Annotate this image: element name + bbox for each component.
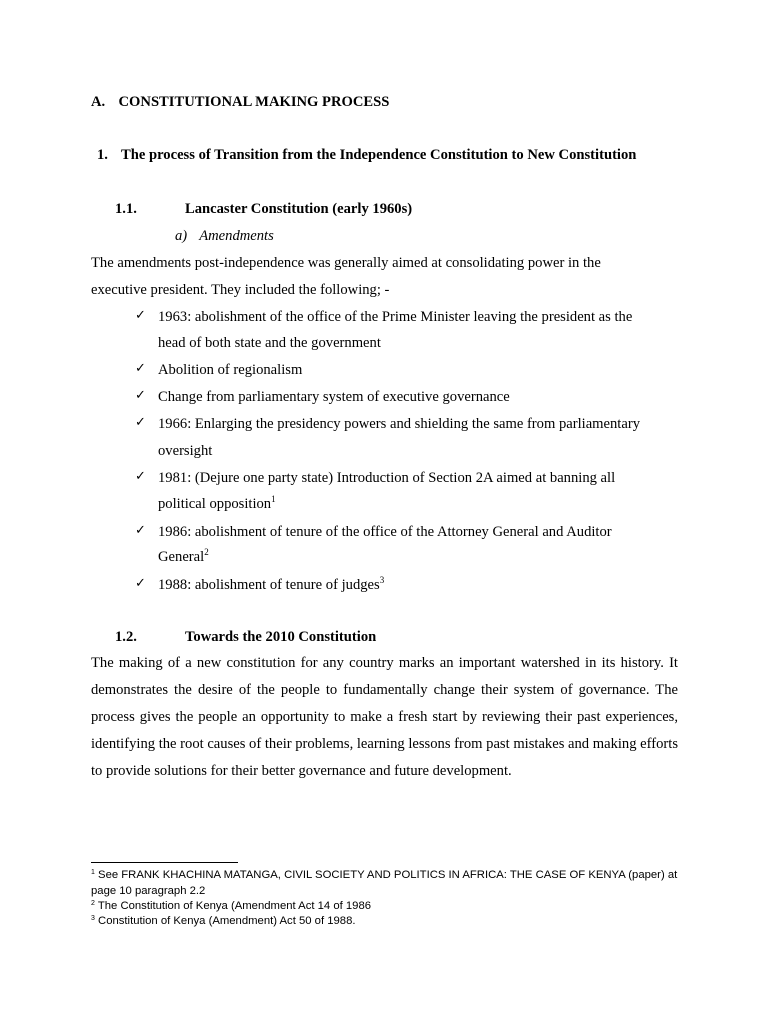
footnote [91, 899, 686, 915]
section-title: CONSTITUTIONAL MAKING PROCESS [118, 94, 390, 110]
subsection-number: 1. [97, 147, 108, 163]
section-heading [91, 93, 389, 111]
list-item-line [158, 495, 276, 513]
list-item-line [158, 576, 384, 594]
list-item-line: 1966: Enlarging the presidency powers and shielding the same from parliamentary [158, 416, 640, 432]
towards-title: Towards the 2010 Constitution [185, 629, 377, 645]
footnote-ref: 1 [271, 494, 276, 504]
list-item-text: General [158, 549, 205, 565]
list-item-line: oversight [158, 443, 213, 459]
footnote [91, 914, 686, 930]
checkmark-icon: ✓ [135, 361, 146, 376]
footnote-ref: 3 [379, 575, 385, 585]
checkmark-icon: ✓ [135, 523, 146, 538]
amendments-heading [175, 227, 274, 245]
checkmark-icon: ✓ [135, 469, 146, 484]
subsection-heading [97, 146, 636, 164]
footnote-number: 3 [91, 915, 95, 922]
footnote-text: Constitution of Kenya (Amendment) Act 50 of 1988. [98, 915, 356, 927]
towards-number: 1.2. [115, 629, 137, 645]
list-item-line: Change from parliamentary system of executive governance [158, 389, 510, 405]
list-item-line: head of both state and the government [158, 335, 381, 351]
list-item-line: 1963: abolishment of the office of the Prime Minister leaving the president as the [158, 309, 633, 325]
checkmark-icon: ✓ [135, 308, 146, 323]
amendments-title: Amendments [199, 228, 274, 244]
towards-paragraph: The making of a new constitution for any country marks an important watershed in its history. It demonstrates the desire of the people to fundamentally change their system of governance. The process gives the people an opportunity to make a fresh start by reviewing their past experiences, identifying the root causes of their problems, learning lessons from past mistakes and making efforts to provide solutions for their better governance and future development. [91, 655, 678, 779]
footnote-text: See FRANK KHACHINA MATANGA, CIVIL SOCIETY AND POLITICS IN AFRICA: THE CASE OF KENYA (paper) at page 10 paragraph 2.2 [91, 869, 678, 897]
section-marker: A. [91, 94, 106, 110]
lancaster-number: 1.1. [115, 201, 137, 217]
list-item-line [158, 548, 209, 566]
footnote-text: The Constitution of Kenya (Amendment Act 14 of 1986 [97, 900, 372, 912]
amendments-marker: a) [175, 228, 188, 244]
checkmark-icon: ✓ [135, 388, 146, 403]
footnote-ref: 2 [204, 547, 209, 557]
list-item-line: 1986: abolishment of tenure of the office of the Attorney General and Auditor [158, 524, 612, 540]
intro-line-2: executive president. They included the following; - [91, 282, 390, 298]
intro-line-1: The amendments post-independence was generally aimed at consolidating power in the [91, 255, 601, 271]
list-item-text: 1988: abolishment of tenure of judges [158, 577, 380, 593]
footnote-separator [91, 862, 238, 863]
subsection-title: The process of Transition from the Independence Constitution to New Constitution [121, 147, 637, 163]
lancaster-title: Lancaster Constitution (early 1960s) [185, 201, 413, 217]
footnote-number: 1 [91, 869, 95, 876]
list-item-line: Abolition of regionalism [158, 362, 303, 378]
list-item-text: political opposition [158, 496, 272, 512]
list-item-line: 1981: (Dejure one party state) Introduction of Section 2A aimed at banning all [158, 470, 616, 486]
footnote [91, 868, 686, 899]
footnote-number: 2 [91, 900, 95, 907]
checkmark-icon: ✓ [135, 415, 146, 430]
checkmark-icon: ✓ [135, 576, 146, 591]
